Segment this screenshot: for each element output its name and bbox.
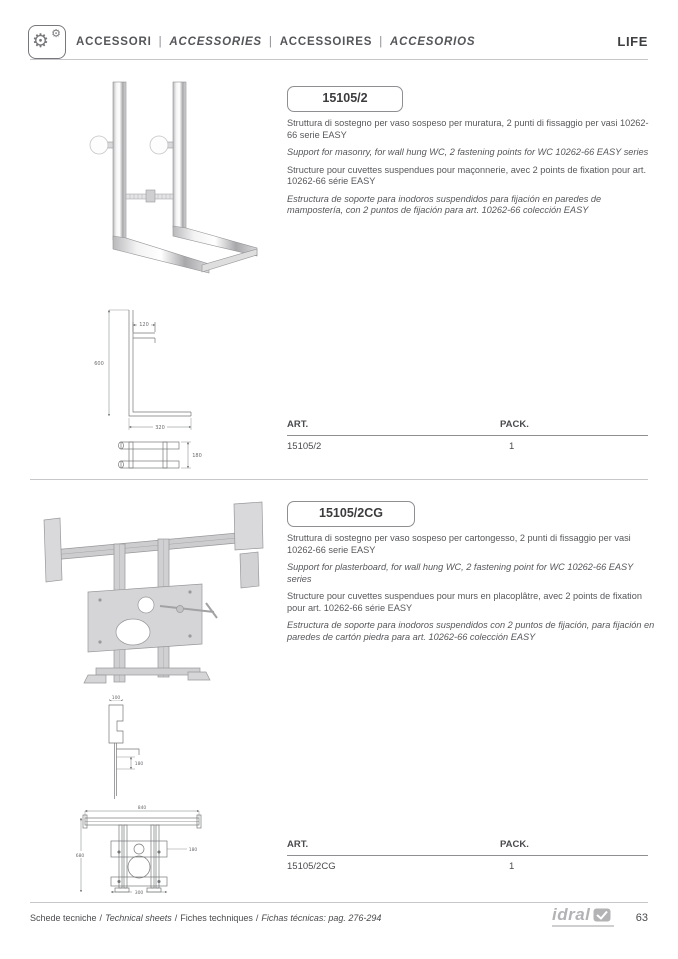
pack-value: 1 xyxy=(509,441,515,452)
description-it: Struttura di sostegno per vaso sospeso per muratura, 2 punti di fissaggio per vasi 10262-66 serie EASY xyxy=(287,118,649,140)
nav-separator: | xyxy=(158,36,163,48)
dim-label-depth: 320 xyxy=(155,425,165,431)
gear-icon: ⚙ xyxy=(51,28,61,40)
footer-separator: / xyxy=(255,913,259,923)
nav-accessoires: ACCESSOIRES xyxy=(279,36,373,48)
pack-header: PACK. xyxy=(500,419,529,430)
footer-pages: : pag. 276-294 xyxy=(323,913,382,923)
product-code: 15105/2 xyxy=(322,91,368,105)
idral-logo-emblem-icon xyxy=(593,908,611,922)
nav-accessories: ACCESSORIES xyxy=(169,36,262,48)
product-code-box xyxy=(287,86,403,112)
footer-es: Fichas técnicas xyxy=(261,913,324,923)
idral-logo-text: idral xyxy=(552,905,591,924)
dim-label-plate: 180 xyxy=(188,848,198,853)
description-fr: Structure pour cuvettes suspendues pour maçonnerie, avec 2 points de fixation pour art. 10262-66 série EASY xyxy=(287,164,647,186)
footer-divider xyxy=(30,902,648,903)
nav-separator: | xyxy=(379,36,383,48)
nav-accessori: ACCESSORI xyxy=(76,36,152,48)
gear-icon: ⚙ xyxy=(32,31,50,52)
product-descriptions xyxy=(287,118,657,223)
art-value: 15105/2CG xyxy=(287,861,336,872)
dim-label-plate-width: 100 xyxy=(111,696,121,701)
product-photo-15105-2cg xyxy=(30,492,270,692)
description-it: Struttura di sostegno per vaso sospeso per cartongesso, 2 punti di fissaggio per vasi 10262-66 serie EASY xyxy=(287,533,631,555)
dim-label-top-offset: 120 xyxy=(139,322,149,328)
product-code: 15105/2CG xyxy=(319,506,383,520)
page-number: 63 xyxy=(635,912,648,924)
gears-icon xyxy=(28,25,66,59)
header-divider xyxy=(30,59,648,60)
footer-separator: / xyxy=(99,913,103,923)
pack-header: PACK. xyxy=(500,839,529,850)
nav-separator: | xyxy=(268,36,273,48)
footer-it: Schede tecniche xyxy=(30,913,97,923)
art-header: ART. xyxy=(287,839,309,850)
idral-logo-tagline xyxy=(552,925,614,927)
art-value: 15105/2 xyxy=(287,441,322,452)
dim-label-height: 600 xyxy=(94,361,104,367)
idral-logo xyxy=(552,906,622,927)
footer-en: Technical sheets xyxy=(105,913,172,923)
series-name: LIFE xyxy=(617,34,648,49)
footer-reference xyxy=(30,913,381,923)
product-table xyxy=(287,839,648,872)
dim-label-width: 840 xyxy=(137,806,147,811)
header-nav xyxy=(76,36,475,48)
product-code-box xyxy=(287,501,415,527)
dim-label-base: 300 xyxy=(134,891,144,896)
product-descriptions xyxy=(287,533,657,649)
description-es: Estructura de soporte para inodoros suspendidos para fijación en paredes de mampostería, con 2 puntos de fijación para art. 10262-66 colección EASY xyxy=(287,193,602,215)
dim-label-width: 180 xyxy=(192,453,202,459)
technical-drawing-15105-2 xyxy=(85,296,205,476)
product-photo-15105-2 xyxy=(45,76,265,284)
description-es: Estructura de soporte para inodoros suspendidos con 2 puntos de fijación, para fijación en paredes de cartón piedra para art. 10262-66 colección EASY xyxy=(287,620,655,642)
product-table xyxy=(287,419,648,452)
technical-drawing-15105-2cg xyxy=(75,691,205,896)
nav-accesorios: ACCESORIOS xyxy=(390,36,476,48)
description-en: Support for plasterboard, for wall hung WC, 2 fastening point for WC 10262-66 EASY series xyxy=(287,562,634,584)
art-header: ART. xyxy=(287,419,309,430)
pack-value: 1 xyxy=(509,861,515,872)
description-fr: Structure pour cuvettes suspendues pour murs en placoplâtre, avec 2 points de fixation pour art. 10262-66 série EASY xyxy=(287,591,642,613)
footer-separator: / xyxy=(174,913,178,923)
dim-label-height: 680 xyxy=(75,854,85,859)
section-divider xyxy=(30,479,648,480)
description-en: Support for masonry, for wall hung WC, 2 fastening points for WC 10262-66 EASY series xyxy=(287,147,649,157)
footer-fr: Fiches techniques xyxy=(180,913,253,923)
dim-label-offset: 180 xyxy=(134,762,144,767)
